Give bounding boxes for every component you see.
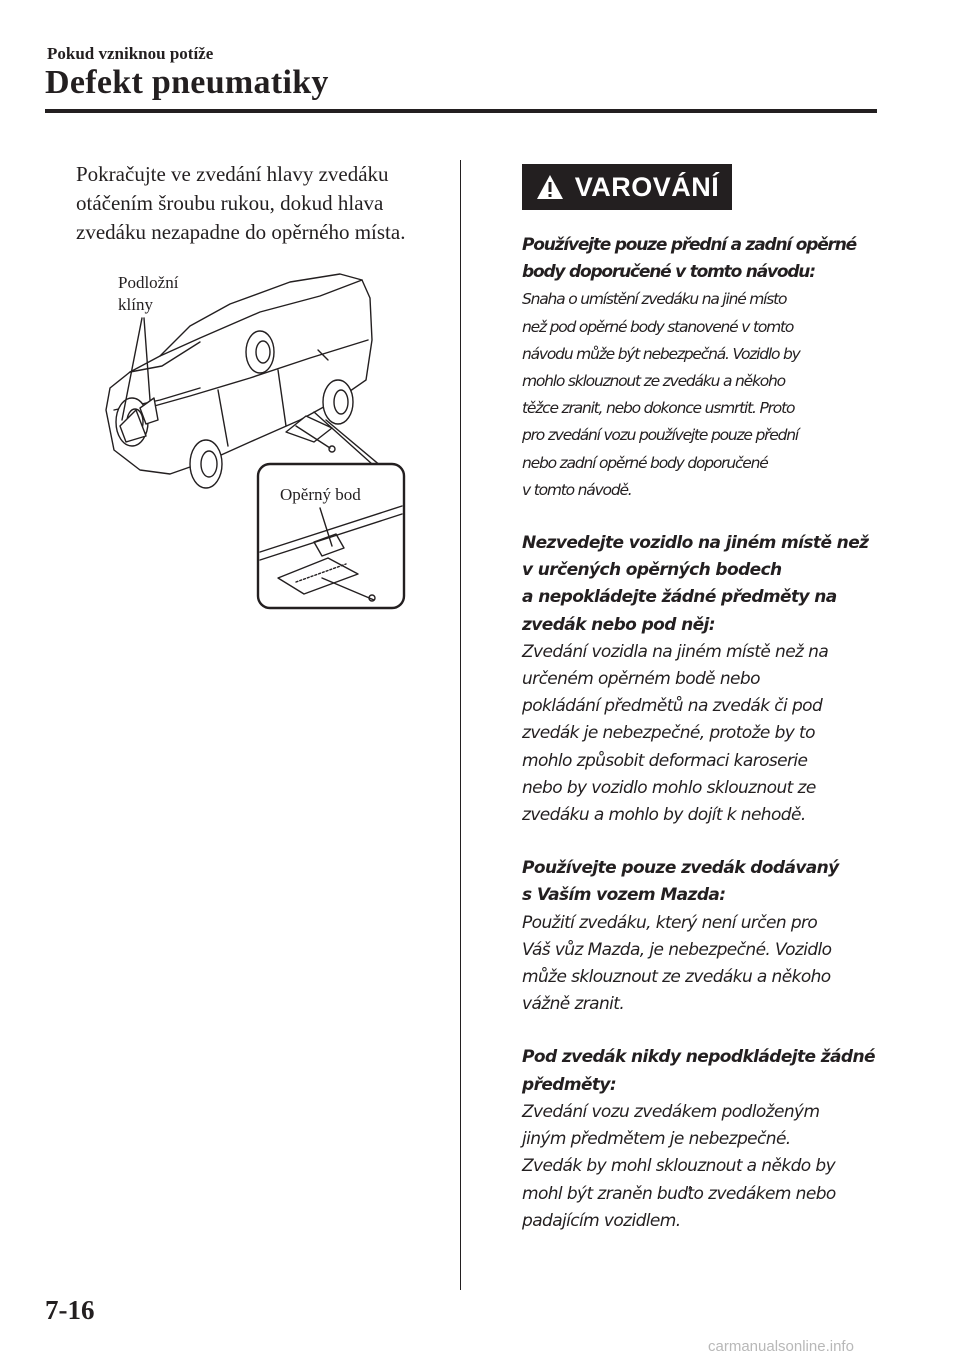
wheel — [246, 331, 274, 373]
page-title: Defekt pneumatiky — [45, 64, 329, 101]
wheel — [190, 440, 222, 488]
section-heading: Pokud vzniknou potíže — [47, 44, 214, 63]
warning-text: Použití zvedáku, který není určen pro Váš vůz Mazda, je nebezpečné. Vozidlo může sklouznout ze zvedáku a někoho vážně zranit. — [522, 912, 832, 1015]
intro-paragraph — [76, 160, 446, 247]
warning-block — [522, 1044, 882, 1234]
warning-badge-label: VAROVÁNÍ — [574, 171, 720, 202]
page-number: 7-16 — [45, 1295, 95, 1325]
warning-heading: Pod zvedák nikdy nepodkládejte žádné předměty: — [522, 1047, 875, 1095]
warning-text: Snaha o umístění zvedáku na jiné místo než pod opěrné body stanovené v tomto návodu může být nebezpečná. Vozidlo by mohlo sklouznout ze zvedáku a někoho těžce zranit, nebo dokonce usmrtit. Proto pro zvedání vozu používejte pouze přední nebo zadní opěrné body doporučené v tomto návodě. — [522, 290, 800, 499]
warning-heading: Nezvedejte vozidlo na jiném místě než v určených opěrných bodech a nepokládejte žádné předměty na zvedák nebo pod něj: — [522, 533, 869, 635]
warning-badge — [522, 164, 732, 210]
label-wedges: Podložní — [118, 273, 179, 292]
car-door-line — [278, 370, 286, 426]
jack — [286, 416, 332, 442]
wedge-leader-line — [144, 318, 150, 400]
car-jack-illustration — [100, 260, 412, 612]
car-windshield — [130, 342, 200, 372]
car-door-line — [218, 390, 228, 446]
label-wedges: klíny — [118, 295, 153, 314]
intro-line: otáčením šroubu rukou, dokud hlava — [76, 191, 384, 215]
warning-triangle-icon — [535, 173, 565, 201]
warning-text-column — [522, 232, 882, 1261]
header-rule — [45, 109, 877, 113]
warning-heading: Používejte pouze přední a zadní opěrné body doporučené v tomto návodu: — [522, 235, 856, 283]
warning-block — [522, 855, 882, 1018]
column-divider — [460, 160, 461, 1290]
warning-text: Zvedání vozu zvedákem podloženým jiným předmětem je nebezpečné. Zvedák by mohl sklouznout a někdo by mohl být zraněn buďto zvedákem nebo padajícím vozidlem. — [522, 1101, 836, 1231]
watermark-link[interactable]: carmanualsonline.info — [708, 1338, 854, 1355]
wheel — [323, 380, 353, 424]
warning-block — [522, 530, 882, 829]
warning-text: Zvedání vozidla na jiném místě než na určeném opěrném bodě nebo pokládání předmětů na zvedák či pod zvedák je nebezpečné, protože by to mohlo způsobit deformaci karoserie nebo by vozidlo mohlo sklouznout ze zvedáku a mohlo by dojít k nehodě. — [522, 641, 829, 826]
warning-block — [522, 232, 882, 504]
warning-heading: Používejte pouze zvedák dodávaný s Vaším vozem Mazda: — [522, 858, 839, 906]
intro-line: Pokračujte ve zvedání hlavy zvedáku — [76, 162, 389, 186]
label-jack-point: Opěrný bod — [280, 485, 361, 504]
intro-line: zvedáku nezapadne do opěrného místa. — [76, 220, 406, 244]
